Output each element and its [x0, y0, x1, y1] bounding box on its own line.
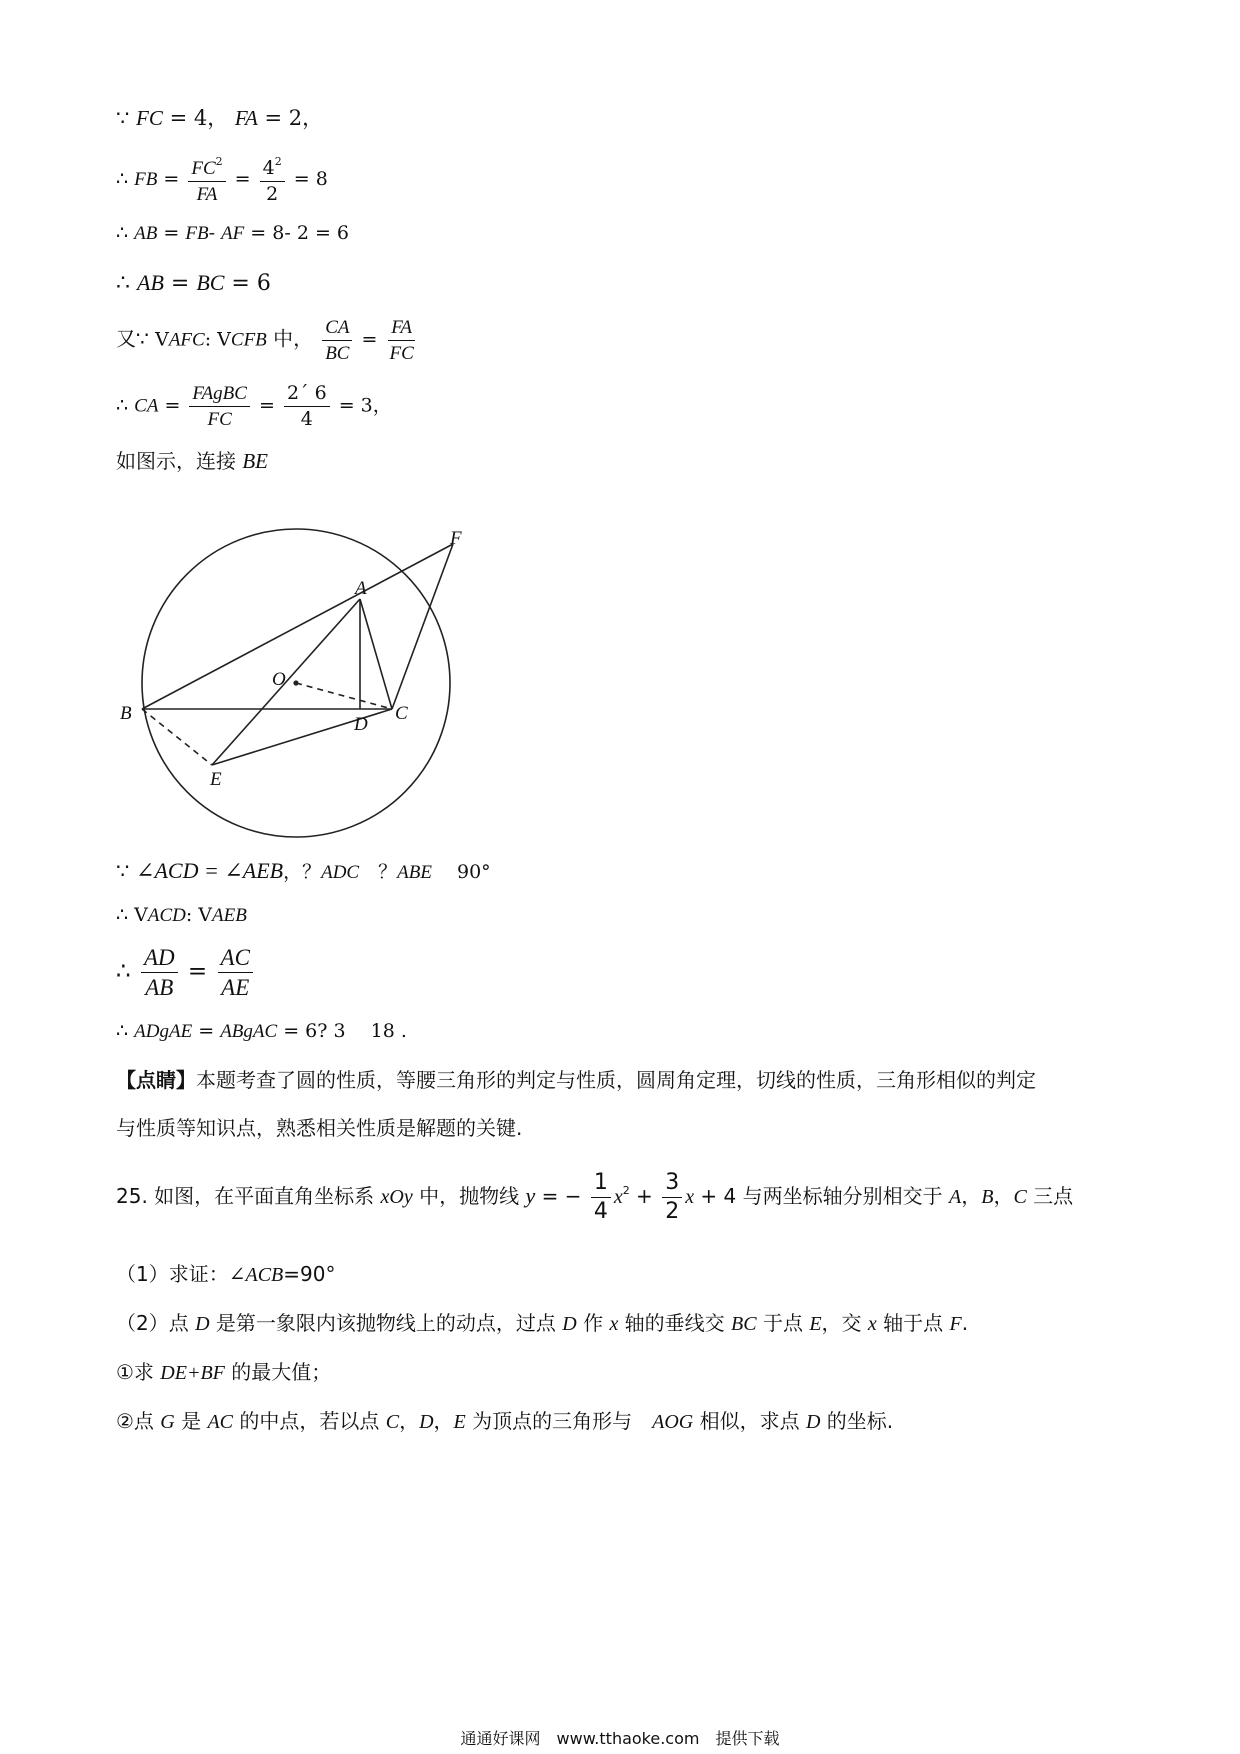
math: DE+BF: [160, 1362, 225, 1384]
label-f: F: [450, 528, 462, 549]
text: :: [204, 328, 218, 351]
math: F: [949, 1313, 962, 1335]
line-oc: [296, 683, 392, 709]
text: ，: [399, 1409, 420, 1433]
denominator: AB: [145, 975, 174, 1000]
math: BC: [196, 270, 225, 295]
numerator: FAgBC: [189, 384, 250, 407]
text: 本题考查了圆的性质，等腰三角形的判定与性质，圆周角定理，切线的性质，三角形相似的判定: [196, 1068, 1036, 1092]
fraction: [386, 318, 416, 363]
text: =: [355, 328, 384, 351]
text: 与两坐标轴分别相交于: [736, 1184, 949, 1208]
text: = 6: [224, 271, 271, 296]
line-ae: [212, 599, 360, 765]
geometry-figure: [120, 520, 490, 800]
denominator: AE: [221, 975, 250, 1000]
line-15: [116, 1264, 335, 1285]
math: ∠ACD = ∠AEB: [136, 858, 284, 883]
text: 中，: [266, 326, 314, 351]
math: G: [160, 1411, 175, 1433]
text: = −: [535, 1184, 582, 1208]
text: ，交: [821, 1311, 868, 1335]
math: AOG: [652, 1411, 694, 1433]
line-8: [116, 860, 491, 882]
text: =90°: [283, 1262, 336, 1286]
math: CA: [134, 395, 159, 417]
exponent: 2: [274, 155, 282, 168]
line-cf: [392, 544, 453, 709]
text: =: [158, 394, 187, 417]
text: V: [217, 328, 231, 351]
math: CFB: [230, 329, 267, 351]
denominator: BC: [325, 343, 350, 364]
text: 的中点，若以点: [233, 1409, 386, 1433]
line-7: [116, 451, 268, 472]
text: : V: [185, 904, 213, 926]
text: ①求: [116, 1360, 161, 1384]
fraction: [141, 946, 178, 999]
text: ∴ V: [116, 904, 148, 926]
text: 作: [576, 1311, 610, 1335]
denominator: 4: [300, 408, 313, 430]
denominator: FC: [389, 343, 414, 364]
numerator: 3: [662, 1172, 682, 1198]
line-2: [116, 156, 328, 204]
heading-dianjing: 【点睛】: [116, 1068, 196, 1092]
text: =: [228, 168, 257, 190]
solid-lines: [142, 544, 453, 765]
text: ∵: [116, 106, 137, 130]
text: .: [961, 1311, 969, 1335]
fraction: [591, 1172, 611, 1223]
text: 的最大值；: [224, 1360, 332, 1384]
text: =: [157, 168, 186, 190]
exponent: 2: [622, 1184, 630, 1197]
text: 如图示，连接: [116, 449, 243, 473]
math: E: [453, 1411, 466, 1433]
math: FC: [136, 106, 163, 130]
math: FA: [234, 106, 258, 130]
label-e: E: [210, 769, 222, 790]
line-14-question-25: [116, 1172, 1073, 1223]
text: ∴: [116, 168, 135, 190]
text: ∴: [116, 222, 135, 244]
text: =: [180, 958, 215, 985]
text: （1）求证：: [116, 1262, 229, 1286]
math: D: [562, 1313, 577, 1335]
text: ∴: [116, 271, 137, 296]
text: ‑: [208, 222, 222, 244]
text: ，: [993, 1184, 1014, 1208]
label-c: C: [395, 703, 408, 724]
denominator: 2: [665, 1199, 680, 1224]
math: BE: [242, 449, 269, 473]
text: =: [163, 271, 197, 296]
text: 中，抛物线: [412, 1184, 526, 1208]
line-11: [116, 1022, 407, 1041]
page-footer: 通通好课网 www.tthaoke.com 提供下载: [460, 1729, 780, 1748]
line-3: [116, 224, 349, 243]
math: x: [867, 1313, 877, 1335]
text: ∴: [116, 394, 135, 417]
line-5: [116, 318, 420, 363]
text: = 8: [287, 168, 328, 190]
math: C: [1013, 1186, 1027, 1208]
math: D: [195, 1313, 210, 1335]
text: （2）点: [116, 1311, 196, 1335]
text: +: [629, 1184, 660, 1208]
text: 90°: [431, 861, 491, 883]
line-12: [116, 1070, 1036, 1090]
line-6: [116, 384, 392, 429]
math: ∠ACB: [228, 1264, 284, 1286]
math: FB: [185, 223, 209, 244]
line-16: [116, 1313, 968, 1334]
fraction: [662, 1172, 682, 1223]
line-10: [116, 946, 256, 999]
math: ADC: [321, 862, 360, 883]
line-17: [116, 1362, 331, 1383]
math: x: [613, 1186, 623, 1208]
line-9: [116, 906, 247, 925]
line-ac: [360, 599, 392, 709]
math: D: [419, 1411, 434, 1433]
fraction: [322, 318, 352, 363]
math: ADgAE: [134, 1021, 193, 1042]
text: V: [155, 328, 169, 351]
text: =: [157, 222, 186, 244]
math: ABgAC: [220, 1021, 278, 1042]
numerator: AC: [218, 946, 253, 973]
math: FB: [134, 169, 158, 190]
numerator: 2´ 6: [284, 384, 330, 407]
text: ，: [961, 1184, 982, 1208]
text: ∴: [116, 958, 138, 985]
math: B: [981, 1186, 994, 1208]
math: ACD: [147, 905, 186, 926]
fraction: [218, 946, 253, 999]
text: ？: [359, 861, 398, 883]
text: ②点: [116, 1409, 161, 1433]
numerator: AD: [141, 946, 178, 973]
text: 又∵: [116, 326, 156, 351]
math: D: [805, 1411, 821, 1433]
math: AEB: [212, 905, 247, 926]
exponent: 2: [215, 155, 223, 168]
text: 相似，求点: [693, 1409, 806, 1433]
line-18: [116, 1411, 893, 1432]
label-a: A: [355, 578, 367, 599]
fraction: [284, 384, 330, 429]
text: ∵: [116, 859, 137, 883]
text: 的坐标.: [820, 1409, 894, 1433]
text: 25. 如图，在平面直角坐标系: [116, 1184, 381, 1208]
text: =: [192, 1020, 221, 1042]
numerator: FC: [191, 158, 216, 179]
text: = 8‑ 2 = 6: [244, 222, 349, 244]
text: 是第一象限内该抛物线上的动点，过点: [209, 1311, 563, 1335]
numerator: CA: [322, 318, 352, 341]
math: BC: [731, 1313, 757, 1335]
text: = 4，: [162, 106, 235, 130]
text: 是: [174, 1409, 208, 1433]
text: = 2，: [257, 106, 324, 130]
label-d: D: [354, 714, 368, 735]
label-o: O: [272, 669, 286, 690]
line-1: [116, 108, 323, 129]
text: ∴: [116, 1020, 135, 1042]
text: 轴于点: [876, 1311, 950, 1335]
text: 与性质等知识点，熟悉相关性质是解题的关键.: [116, 1116, 523, 1140]
numerator: 1: [591, 1172, 611, 1198]
math: x: [685, 1186, 695, 1208]
denominator: 2: [266, 183, 279, 205]
text: 轴的垂线交: [618, 1311, 732, 1335]
text: = 3，: [332, 394, 392, 417]
text: 为顶点的三角形与: [465, 1409, 653, 1433]
math: AB: [134, 223, 158, 244]
math: x: [609, 1313, 619, 1335]
math: C: [385, 1411, 400, 1433]
label-b: B: [120, 703, 132, 724]
fraction: [260, 156, 285, 204]
text: + 4: [694, 1184, 737, 1208]
fraction: [189, 384, 250, 429]
line-13: [116, 1118, 522, 1138]
math: AF: [221, 223, 245, 244]
line-4: [116, 272, 271, 295]
math: y: [525, 1183, 536, 1208]
denominator: FC: [207, 409, 232, 430]
math: E: [809, 1313, 822, 1335]
text: =: [252, 394, 281, 417]
text: 于点: [756, 1311, 810, 1335]
numerator: 4: [262, 157, 275, 179]
math: AC: [207, 1411, 234, 1433]
denominator: 4: [593, 1199, 608, 1224]
text: 三点: [1026, 1184, 1074, 1208]
math: AFC: [168, 329, 205, 351]
denominator: FA: [196, 184, 218, 205]
math: xOy: [380, 1186, 413, 1208]
text: = 6? 3 18 .: [277, 1020, 407, 1042]
math: ABE: [397, 862, 432, 883]
text: ，？: [283, 861, 322, 883]
text: ，: [433, 1409, 454, 1433]
center-point: [293, 680, 298, 685]
numerator: FA: [388, 318, 415, 341]
math: AB: [137, 270, 164, 295]
math: A: [949, 1186, 962, 1208]
fraction: [188, 156, 225, 204]
